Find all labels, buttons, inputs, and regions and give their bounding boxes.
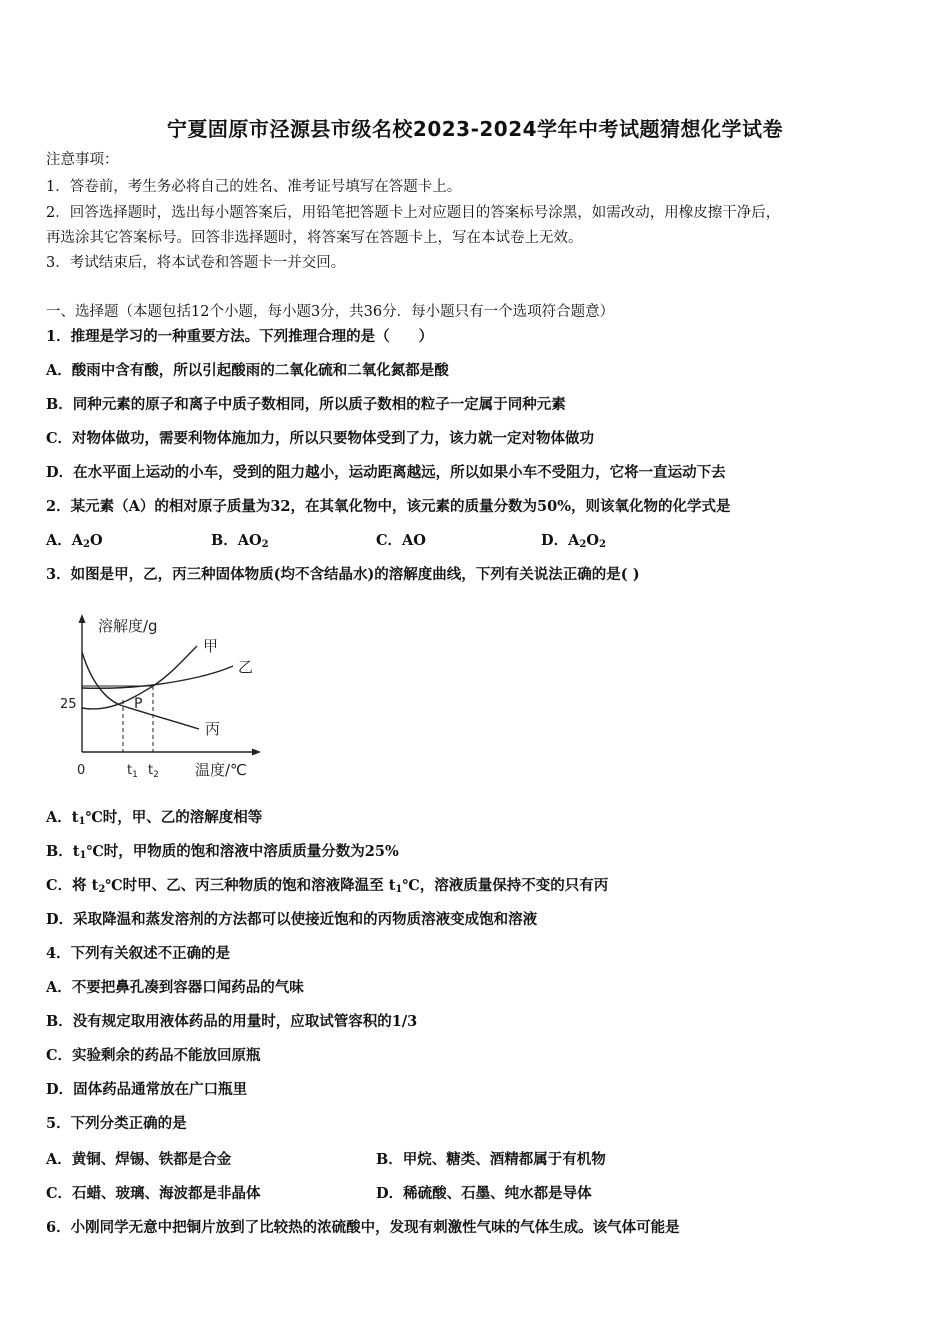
option: D．采取降温和蒸发溶剂的方法都可以使接近饱和的丙物质溶液变成饱和溶液 bbox=[46, 911, 538, 928]
x-axis-label: 温度/℃ bbox=[195, 761, 247, 779]
option: A．$A_2O$ bbox=[46, 532, 103, 550]
section-heading: 一、选择题（本题包括12个小题，每小题3分，共36分．每小题只有一个选项符合题意） bbox=[46, 304, 615, 320]
option: C．对物体做功，需要利物体施加力，所以只要物体受到了力，该力就一定对物体做功 bbox=[46, 430, 595, 447]
option: A．不要把鼻孔凑到容器口闻药品的气味 bbox=[46, 979, 304, 996]
option: D．$A_2O_2$ bbox=[541, 532, 606, 550]
series-label-yi: 乙 bbox=[238, 658, 254, 676]
x-tick-t2: $t_2$ bbox=[148, 763, 159, 780]
notice-item: 3．考试结束后，将本试卷和答题卡一并交回。 bbox=[46, 255, 346, 271]
question-stem: 6．小刚同学无意中把铜片放到了比较热的浓硫酸中，发现有刺激性气味的气体生成。该气体可能是 bbox=[46, 1219, 680, 1236]
question-stem: 4．下列有关叙述不正确的是 bbox=[46, 945, 231, 962]
option: B．$AO_2$ bbox=[211, 532, 269, 550]
curve-yi bbox=[82, 666, 233, 688]
y-axis-arrow bbox=[79, 614, 86, 623]
option: A．$t_1℃$时，甲、乙的溶解度相等 bbox=[46, 809, 263, 827]
option: A．酸雨中含有酸，所以引起酸雨的二氧化硫和二氧化氮都是酸 bbox=[46, 362, 449, 379]
option: C．AO bbox=[376, 532, 426, 549]
option: D．稀硫酸、石墨、纯水都是导体 bbox=[376, 1185, 592, 1202]
option: B．同种元素的原子和离子中质子数相同，所以质子数相的粒子一定属于同种元素 bbox=[46, 396, 566, 413]
notice-heading: 注意事项： bbox=[46, 152, 119, 168]
question-stem: 2．某元素（A）的相对原子质量为32，在其氧化物中，该元素的质量分数为50%，则该氧化物的化学式是 bbox=[46, 498, 731, 515]
series-label-bing: 丙 bbox=[205, 720, 221, 738]
option: B．甲烷、糖类、酒精都属于有机物 bbox=[376, 1151, 606, 1168]
point-label: P bbox=[134, 696, 143, 712]
x-axis-arrow bbox=[252, 749, 261, 756]
solubility-curve-chart bbox=[55, 610, 270, 785]
x-tick-t1: $t_1$ bbox=[127, 763, 138, 780]
option: D．在水平面上运动的小车，受到的阻力越小，运动距离越远，所以如果小车不受阻力，它将一直运动下去 bbox=[46, 464, 726, 481]
question-stem: 3．如图是甲，乙，丙三种固体物质(均不含结晶水)的溶解度曲线，下列有关说法正确的是( ) bbox=[46, 566, 640, 583]
option: B．没有规定取用液体药品的用量时，应取试管容积的1/3 bbox=[46, 1013, 418, 1030]
notice-item: 2．回答选择题时，选出每小题答案后，用铅笔把答题卡上对应题目的答案标号涂黑，如需改动，用橡皮擦干净后， bbox=[46, 205, 781, 221]
notice-item: 1．答卷前，考生务必将自己的姓名、准考证号填写在答题卡上。 bbox=[46, 179, 462, 195]
option: C．将 $t_2℃$时甲、乙、丙三种物质的饱和溶液降温至 $t_1℃$，溶液质量保持不变的只有丙 bbox=[46, 877, 609, 895]
page-title: 宁夏固原市泾源县市级名校2023-2024学年中考试题猜想化学试卷 bbox=[166, 117, 784, 141]
option: C．实验剩余的药品不能放回原瓶 bbox=[46, 1047, 261, 1064]
origin-label: 0 bbox=[77, 763, 86, 778]
curve-bing bbox=[82, 652, 199, 729]
option: B．$t_1℃$时，甲物质的饱和溶液中溶质质量分数为25% bbox=[46, 843, 399, 861]
notice-item: 再选涂其它答案标号。回答非选择题时，将答案写在答题卡上，写在本试卷上无效。 bbox=[46, 230, 583, 246]
option: C．石蜡、玻璃、海波都是非晶体 bbox=[46, 1185, 261, 1202]
option: D．固体药品通常放在广口瓶里 bbox=[46, 1081, 248, 1098]
series-label-jia: 甲 bbox=[203, 637, 219, 655]
question-stem: 1．推理是学习的一种重要方法。下列推理合理的是（ ） bbox=[46, 328, 434, 345]
question-stem: 5．下列分类正确的是 bbox=[46, 1115, 187, 1132]
option: A．黄铜、焊锡、铁都是合金 bbox=[46, 1151, 232, 1168]
y-axis-label: 溶解度/g bbox=[98, 617, 158, 635]
y-tick-25: 25 bbox=[60, 697, 77, 712]
